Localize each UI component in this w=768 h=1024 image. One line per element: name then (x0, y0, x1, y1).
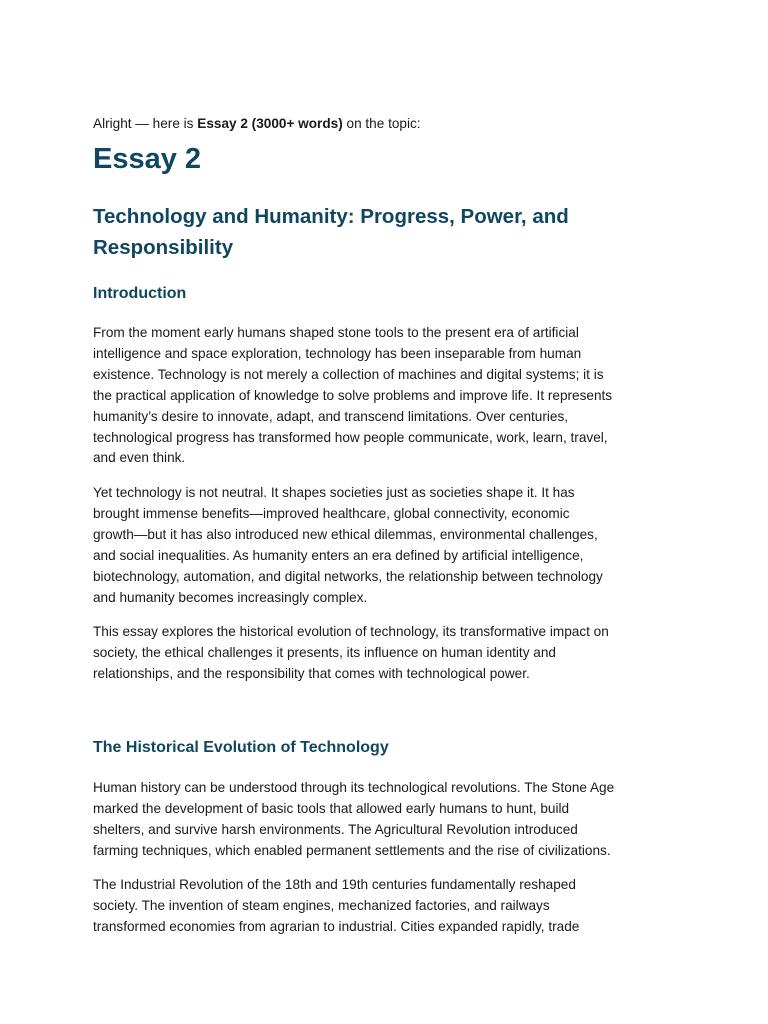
intro-prefix: Alright — here is (93, 115, 198, 131)
paragraph-line: and even think. (93, 450, 186, 466)
paragraph-line: intelligence and space exploration, technology has been inseparable from human (93, 345, 582, 361)
paragraph-line: humanity’s desire to innovate, adapt, and transcend limitations. Over centuries, (93, 408, 569, 424)
paragraph-line: and humanity becomes increasingly complex. (93, 589, 368, 605)
paragraph-line: society, the ethical challenges it presents, its influence on human identity and (93, 644, 556, 660)
paragraph-line: biotechnology, automation, and digital networks, the relationship between technology (93, 568, 603, 584)
intro-line (93, 115, 421, 133)
paragraph-line: brought immense benefits—improved healthcare, global connectivity, economic (93, 505, 570, 521)
essay-title-line-2: Responsibility (93, 236, 234, 259)
paragraph (93, 483, 678, 608)
intro-bold: Essay 2 (3000+ words) (197, 115, 343, 131)
paragraph-line: growth—but it has also introduced new ethical dilemmas, environmental challenges, (93, 526, 598, 542)
intro-suffix: on the topic: (342, 115, 421, 131)
essay-title (93, 201, 678, 263)
paragraph-line: relationships, and the responsibility that comes with technological power. (93, 665, 530, 681)
paragraph-line: Yet technology is not neutral. It shapes societies just as societies shape it. It has (93, 485, 575, 500)
paragraph-line: society. The invention of steam engines, mechanized factories, and railways (93, 897, 550, 913)
paragraph-line: and social inequalities. As humanity enters an era defined by artificial intelligence, (93, 547, 584, 563)
paragraph (93, 323, 678, 469)
paragraph-line: marked the development of basic tools that allowed early humans to hunt, build (93, 800, 570, 816)
section-heading-introduction: Introduction (93, 285, 187, 302)
paragraph-line: transformed economies from agrarian to industrial. Cities expanded rapidly, trade (93, 918, 580, 934)
paragraph-line: the practical application of knowledge to solve problems and improve life. It represents (93, 387, 613, 403)
essay-heading: Essay 2 (93, 143, 202, 175)
paragraph-line: shelters, and survive harsh environments. The Agricultural Revolution introduced (93, 821, 578, 837)
paragraph-line: existence. Technology is not merely a collection of machines and digital systems; it is (93, 366, 604, 382)
paragraph (93, 622, 678, 685)
paragraph-line: technological progress has transformed how people communicate, work, learn, travel, (93, 429, 608, 445)
paragraph (93, 778, 678, 862)
paragraph-line: Human history can be understood through its technological revolutions. The Stone Age (93, 780, 615, 795)
paragraph (93, 875, 678, 938)
paragraph-line: The Industrial Revolution of the 18th and 19th centuries fundamentally reshaped (93, 877, 576, 892)
paragraph-line: From the moment early humans shaped stone tools to the present era of artificial (93, 325, 579, 340)
essay-title-line-1: Technology and Humanity: Progress, Power, and (93, 205, 569, 228)
section-heading-history: The Historical Evolution of Technology (93, 739, 389, 756)
paragraph-line: farming techniques, which enabled permanent settlements and the rise of civilizations. (93, 842, 611, 858)
paragraph-line: This essay explores the historical evolution of technology, its transformative impact on (93, 624, 609, 639)
